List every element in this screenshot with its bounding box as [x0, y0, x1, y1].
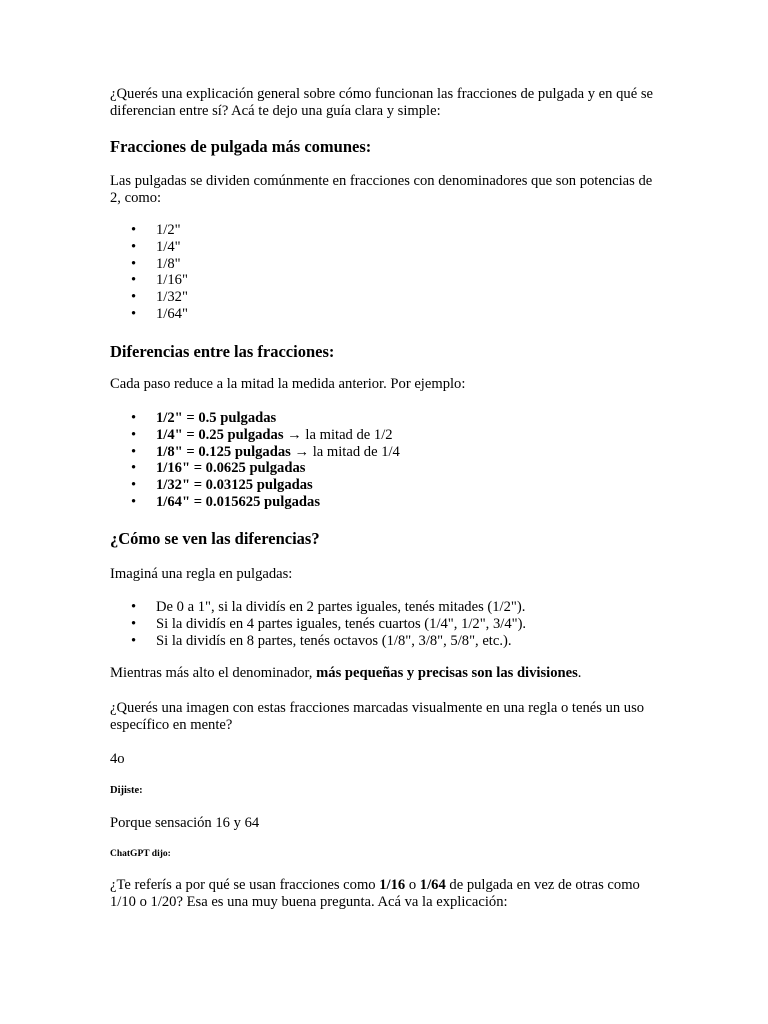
conclusion-bold: más pequeñas y precisas son las divisiones	[316, 665, 578, 681]
common-fractions-list	[110, 222, 655, 323]
section-heading-common-fractions: Fracciones de pulgada más comunes:	[110, 137, 372, 156]
list-item	[110, 444, 655, 461]
list-item: • 1/4"	[110, 239, 655, 256]
section-text-differences: Cada paso reduce a la mitad la medida anterior. Por ejemplo:	[110, 376, 466, 392]
list-item: • Si la dividís en 4 partes iguales, tenés cuartos (1/4", 1/2", 3/4").	[110, 616, 655, 633]
differences-list	[110, 410, 655, 511]
list-item	[110, 494, 655, 511]
list-item-bold: 1/2" = 0.5 pulgadas	[156, 410, 277, 426]
conclusion-paragraph	[110, 665, 655, 682]
conclusion-text: Mientras más alto el denominador,	[110, 665, 317, 681]
list-item: • 1/32"	[110, 289, 655, 306]
list-item-rest: → la mitad de 1/4	[290, 443, 400, 460]
list-item	[110, 410, 655, 427]
reply-bold: 1/64	[419, 877, 446, 893]
list-item-bold: 1/4" = 0.25 pulgadas	[156, 426, 284, 443]
list-item: • De 0 a 1", si la dividís en 2 partes iguales, tenés mitades (1/2").	[110, 599, 655, 616]
list-item-bold: 1/16" = 0.0625 pulgadas	[156, 460, 306, 477]
list-item-bold: 1/8" = 0.125 pulgadas	[156, 443, 291, 460]
list-item: • 1/64"	[110, 306, 655, 323]
conclusion-end: .	[577, 665, 582, 681]
list-item: • 1/16"	[110, 272, 655, 289]
section-heading-how-they-look: ¿Cómo se ven las diferencias?	[110, 529, 320, 548]
list-item-bold: 1/64" = 0.015625 pulgadas	[156, 493, 321, 510]
assistant-reply	[110, 877, 655, 911]
list-item-bold: 1/32" = 0.03125 pulgadas	[156, 477, 313, 494]
reply-bold: 1/16	[379, 877, 406, 893]
reply-text: o	[405, 877, 420, 893]
list-item: • 1/8"	[110, 256, 655, 273]
user-label: Dijiste:	[110, 785, 143, 796]
question-paragraph: ¿Querés una imagen con estas fracciones marcadas visualmente en una regla o tenés un uso específico en mente?	[110, 700, 645, 733]
intro-paragraph: ¿Querés una explicación general sobre cómo funcionan las fracciones de pulgada y en qué se diferencian entre sí? Acá te dejo una guía clara y simple:	[110, 86, 653, 119]
list-item: • 1/2"	[110, 222, 655, 239]
list-item-rest: → la mitad de 1/2	[283, 426, 393, 443]
list-item	[110, 460, 655, 477]
reply-text: de pulgada en vez de otras como 1/10 o 1/20? Esa es una muy buena pregunta. Acá va la explicación:	[110, 877, 640, 910]
model-label: 4o	[110, 751, 125, 767]
user-message: Porque sensación 16 y 64	[110, 815, 260, 831]
reply-text: ¿Te referís a por qué se usan fracciones como	[110, 877, 380, 893]
list-item	[110, 477, 655, 494]
section-text-ruler: Imaginá una regla en pulgadas:	[110, 566, 293, 582]
assistant-label: ChatGPT dijo:	[110, 849, 171, 859]
ruler-list	[110, 599, 655, 649]
list-item: • Si la dividís en 8 partes, tenés octavos (1/8", 3/8", 5/8", etc.).	[110, 633, 655, 650]
section-heading-differences: Diferencias entre las fracciones:	[110, 342, 335, 361]
list-item	[110, 427, 655, 444]
section-text-common-fractions: Las pulgadas se dividen comúnmente en fracciones con denominadores que son potencias de 2, como:	[110, 173, 653, 206]
